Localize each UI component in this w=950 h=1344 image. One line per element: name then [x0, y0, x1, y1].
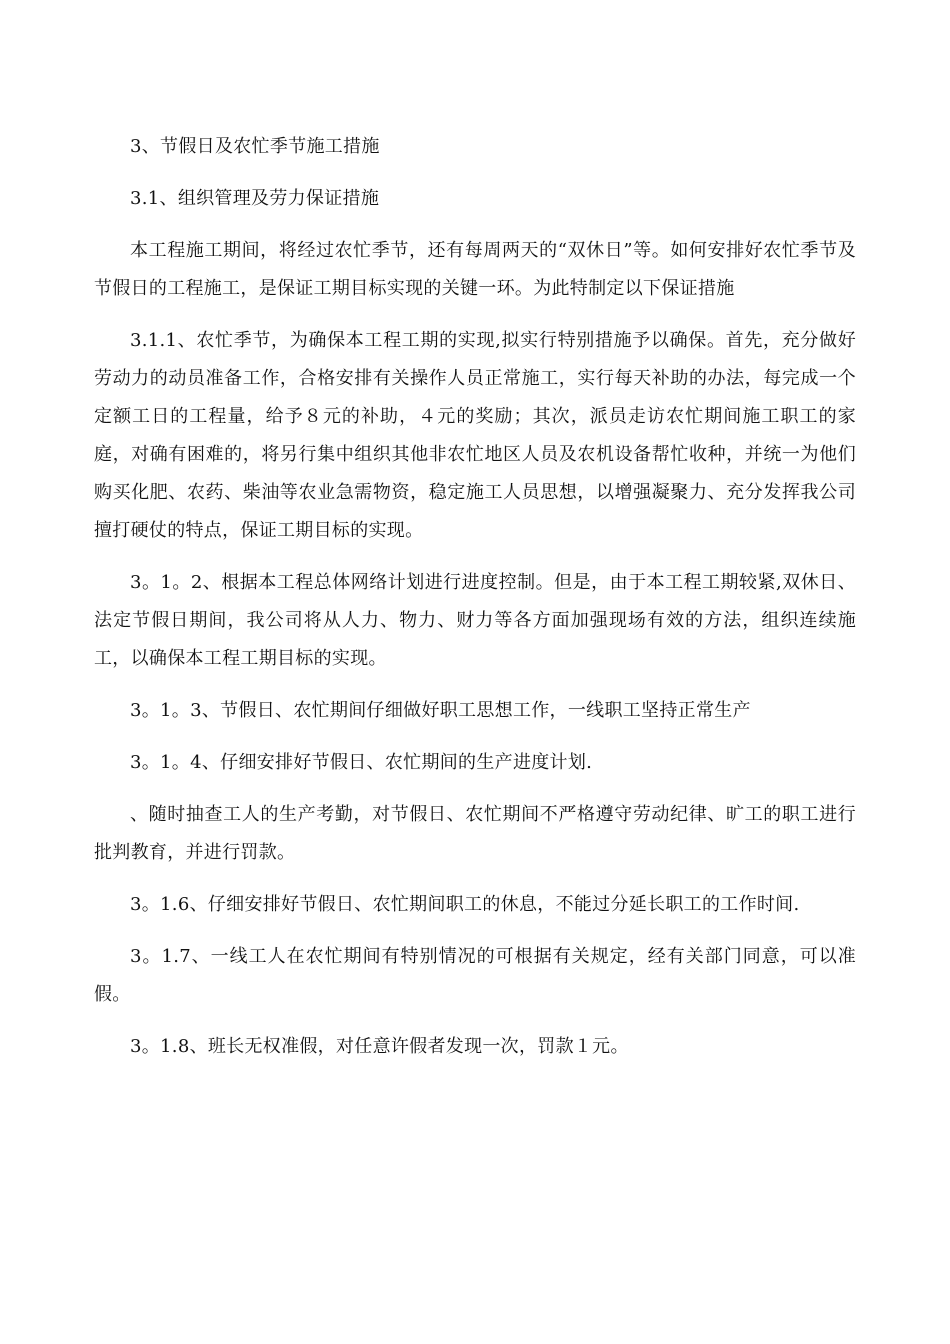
paragraph-3-1-3: 3。1。3、节假日、农忙期间仔细做好职工思想工作，一线职工坚持正常生产 — [130, 700, 751, 721]
paragraph-3-1-5: 、随时抽查工人的生产考勤，对节假日、农忙期间不严格遵守劳动纪律、旷工的职工进行批判教育，并进行罚款。 — [94, 804, 856, 863]
paragraph-3-1-2: 3。1。2、根据本工程总体网络计划进行进度控制。但是，由于本工程工期较紧,双休日、法定节假日期间，我公司将从人力、物力、财力等各方面加强现场有效的方法，组织连续施工，以确保本工程工期目标的实现。 — [94, 572, 856, 669]
paragraph-3-1-7: 3。1.7、一线工人在农忙期间有特别情况的可根据有关规定，经有关部门同意，可以准假。 — [94, 946, 856, 1005]
paragraph-3-1-4: 3。1。4、仔细安排好节假日、农忙期间的生产进度计划. — [130, 752, 593, 773]
subsection-heading: 3.1、组织管理及劳力保证措施 — [130, 188, 380, 209]
paragraph-3-1-1: 3.1.1、农忙季节，为确保本工程工期的实现,拟实行特别措施予以确保。首先，充分做好劳动力的动员准备工作，合格安排有关操作人员正常施工，实行每天补助的办法，每完成一个定额工日的工程量，给予８元的补助，４元的奖励；其次，派员走访农忙期间施工职工的家庭，对确有困难的，将另行集中组织其他非农忙地区人员及农机设备帮忙收种，并统一为他们购买化肥、农药、柴油等农业急需物资，稳定施工人员思想，以增强凝聚力、充分发挥我公司擅打硬仗的特点，保证工期目标的实现。 — [94, 330, 856, 541]
paragraph-3-1-8: 3。1.8、班长无权准假，对任意许假者发现一次，罚款１元。 — [130, 1036, 629, 1057]
paragraph-3-1-6: 3。1.6、仔细安排好节假日、农忙期间职工的休息，不能过分延长职工的工作时间. — [130, 894, 800, 915]
paragraph-intro: 本工程施工期间，将经过农忙季节，还有每周两天的“双休日”等。如何安排好农忙季节及节假日的工程施工，是保证工期目标实现的关键一环。为此特制定以下保证措施 — [94, 240, 856, 299]
section-heading: 3、节假日及农忙季节施工措施 — [130, 136, 380, 157]
document-body — [94, 128, 856, 1066]
